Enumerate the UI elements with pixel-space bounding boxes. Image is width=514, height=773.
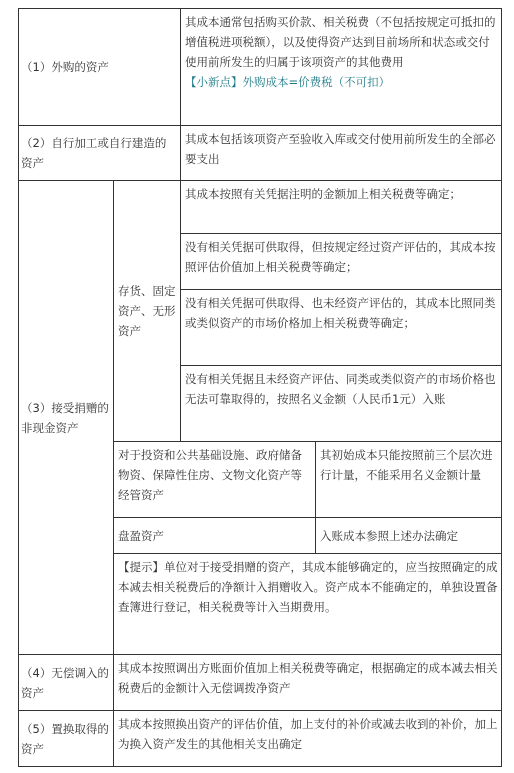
transferred-asset-content: 其成本按照调出方账面价值加上相关税费等确定，根据确定的成本减去相关税费后的金额计入无偿调拨净资产: [114, 655, 502, 711]
purchased-asset-label: （1）外购的资产: [19, 9, 181, 126]
donated-case-4: 没有相关凭据且未经资产评估、同类或类似资产的市场价格也无法可靠取得的，按照名义金额（人民币1元）入账: [181, 366, 502, 442]
exchanged-asset-content: 其成本按照换出资产的评估价值，加上支付的补价或减去收到的补价，加上为换入资产发生的其他相关支出确定: [114, 711, 502, 767]
purchased-asset-tip: 【小新点】外购成本=价费税（不可扣）: [185, 75, 391, 89]
table-row-exchanged: [19, 711, 502, 767]
purchased-asset-content: 其成本通常包括购买价款、相关税费（不包括按规定可抵扣的增值税进项税额），以及使得资产达到目前场所和状态或交付使用前所发生的归属于该项资产的其他费用: [185, 15, 496, 69]
donated-asset-label: （3）接受捐赠的非现金资产: [19, 181, 114, 655]
surplus-asset-label: 盘盈资产: [114, 518, 316, 554]
donated-tip: 【提示】单位对于接受捐赠的资产，其成本能够确定的，应当按照确定的成本减去相关税费后的净额计入捐赠收入。资产成本不能确定的，单独设置备查簿进行登记，相关税费等计入当期费用。: [114, 554, 502, 655]
self-built-asset-label: （2）自行加工或自行建造的资产: [19, 126, 181, 181]
donated-case-3: 没有相关凭据可供取得、也未经资产评估的，其成本比照同类或类似资产的市场价格加上相关税费等确定；: [181, 290, 502, 366]
asset-cost-table-document: [18, 8, 501, 766]
public-assets-label: 对于投资和公共基础设施、政府储备物资、保障性住房、文物文化资产等经管资产: [114, 442, 316, 518]
donated-case-1: 其成本按照有关凭据注明的金额加上相关税费等确定；: [181, 181, 502, 234]
public-assets-content: 其初始成本只能按照前三个层次进行计量，不能采用名义金额计量: [316, 442, 502, 518]
donated-sub-label: 存货、固定资产、无形资产: [114, 181, 181, 442]
transferred-asset-label: （4）无偿调入的资产: [19, 655, 114, 711]
surplus-asset-content: 入账成本参照上述办法确定: [316, 518, 502, 554]
table-row-donated-documented: [19, 181, 502, 234]
table-row-purchased: [19, 9, 502, 126]
purchased-asset-cell: [181, 9, 502, 126]
table-row-self-built: [19, 126, 502, 181]
table-row-transferred: [19, 655, 502, 711]
asset-cost-table: [18, 8, 502, 767]
donated-case-2: 没有相关凭据可供取得，但按规定经过资产评估的，其成本按照评估价值加上相关税费等确定；: [181, 234, 502, 290]
exchanged-asset-label: （5）置换取得的资产: [19, 711, 114, 767]
self-built-asset-content: 其成本包括该项资产至验收入库或交付使用前所发生的全部必要支出: [181, 126, 502, 181]
